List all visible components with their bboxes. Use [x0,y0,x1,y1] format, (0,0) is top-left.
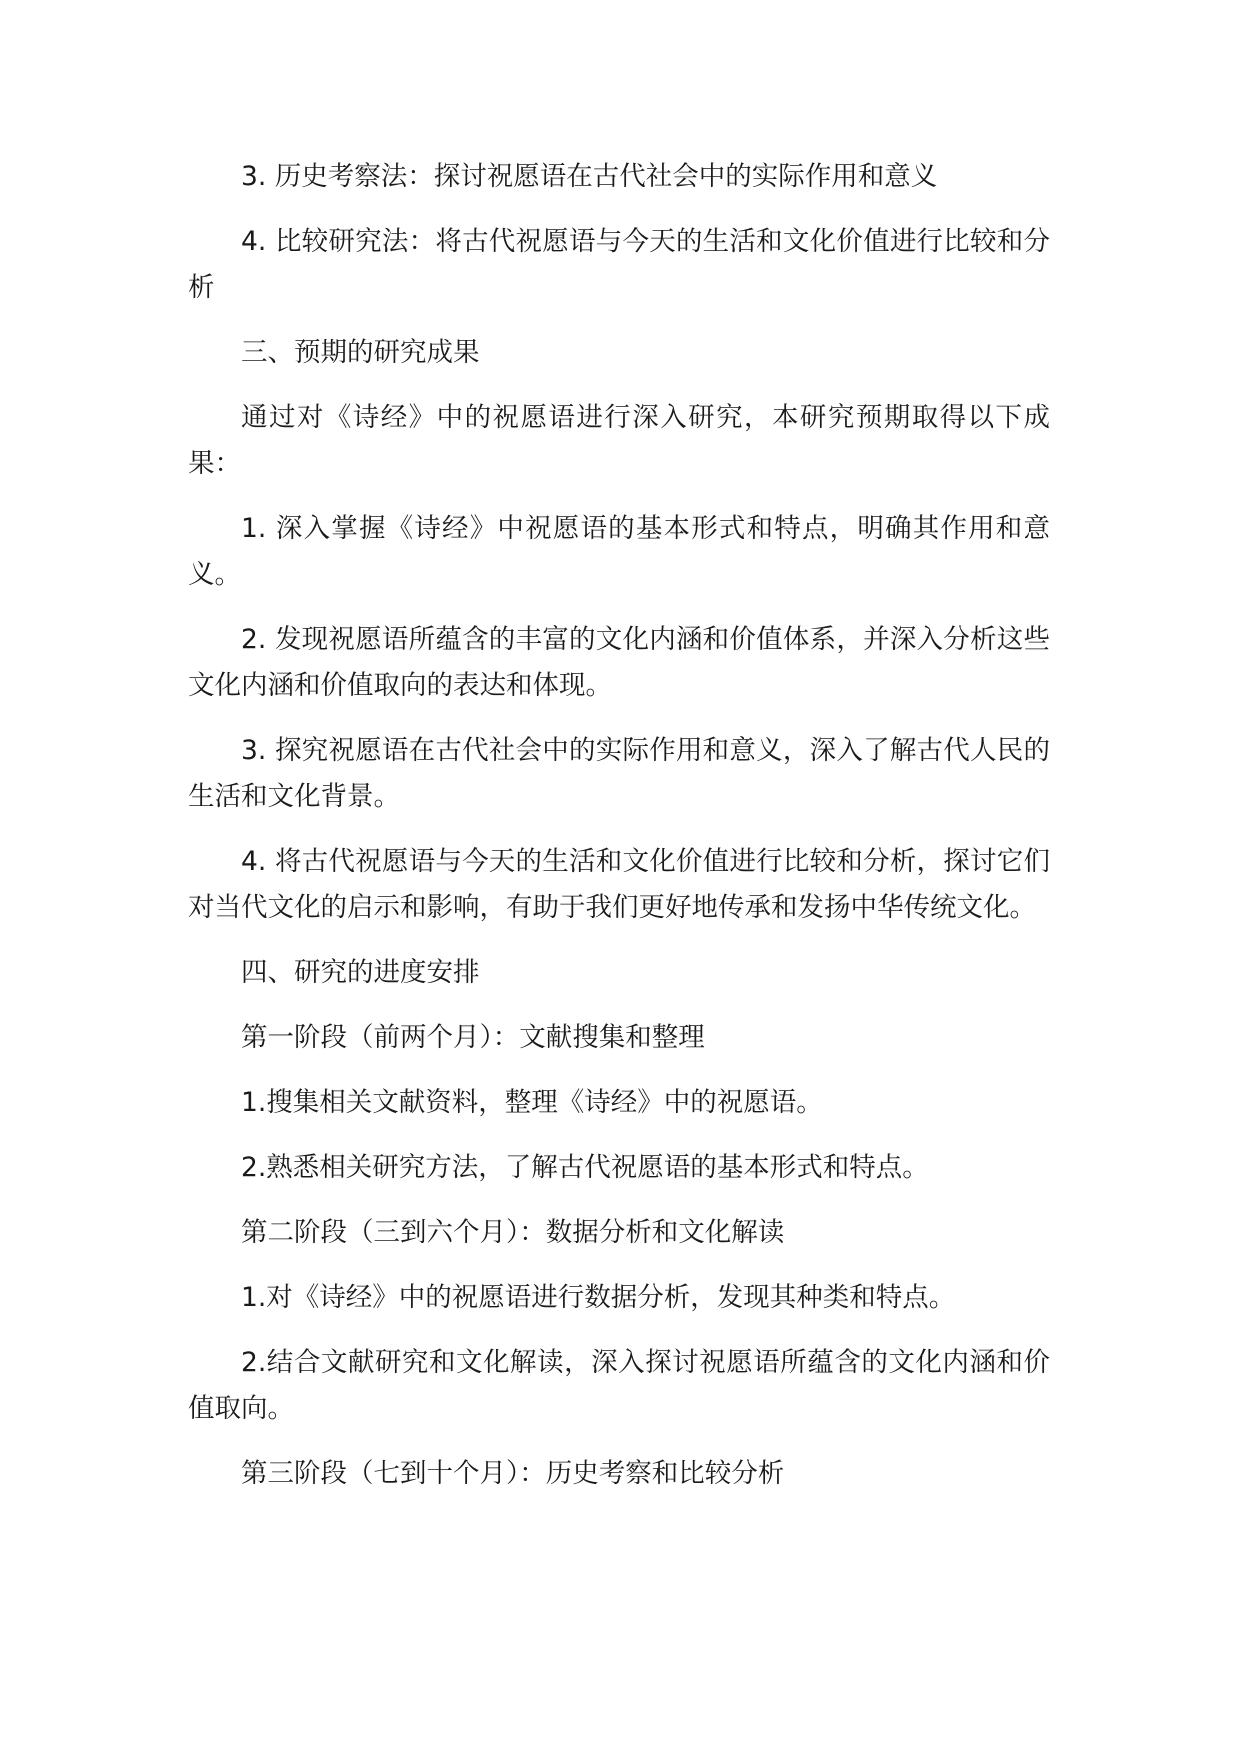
phase-1-item-2: 2.熟悉相关研究方法，了解古代祝愿语的基本形式和特点。 [241,1152,929,1183]
result-item-3: 3. 探究祝愿语在古代社会中的实际作用和意义，深入了解古代人民的生活和文化背景。 [188,735,1050,812]
section-heading-schedule: 四、研究的进度安排 [241,957,480,988]
document-body [188,154,1050,1516]
result-item-2: 2. 发现祝愿语所蕴含的丰富的文化内涵和价值体系，并深入分析这些文化内涵和价值取向的表达和体现。 [188,624,1050,701]
phase-1-item-1: 1.搜集相关文献资料，整理《诗经》中的祝愿语。 [241,1087,823,1118]
phase-2-item-2: 2.结合文献研究和文化解读，深入探讨祝愿语所蕴含的文化内涵和价值取向。 [188,1347,1050,1424]
phase-3-heading: 第三阶段（七到十个月）：历史考察和比较分析 [241,1458,785,1489]
results-intro: 通过对《诗经》中的祝愿语进行深入研究，本研究预期取得以下成果： [188,402,1050,479]
phase-2-item-1: 1.对《诗经》中的祝愿语进行数据分析，发现其种类和特点。 [241,1282,956,1313]
phase-1-heading: 第一阶段（前两个月）：文献搜集和整理 [241,1022,705,1053]
method-item-3: 3. 历史考察法：探讨祝愿语在古代社会中的实际作用和意义 [241,161,938,192]
result-item-1: 1. 深入掌握《诗经》中祝愿语的基本形式和特点，明确其作用和意义。 [188,513,1050,590]
phase-2-heading: 第二阶段（三到六个月）：数据分析和文化解读 [241,1217,785,1248]
result-item-4: 4. 将古代祝愿语与今天的生活和文化价值进行比较和分析，探讨它们对当代文化的启示和影响，有助于我们更好地传承和发扬中华传统文化。 [188,846,1050,923]
section-heading-expected-results: 三、预期的研究成果 [241,337,480,368]
method-item-4: 4. 比较研究法：将古代祝愿语与今天的生活和文化价值进行比较和分析 [188,226,1050,303]
